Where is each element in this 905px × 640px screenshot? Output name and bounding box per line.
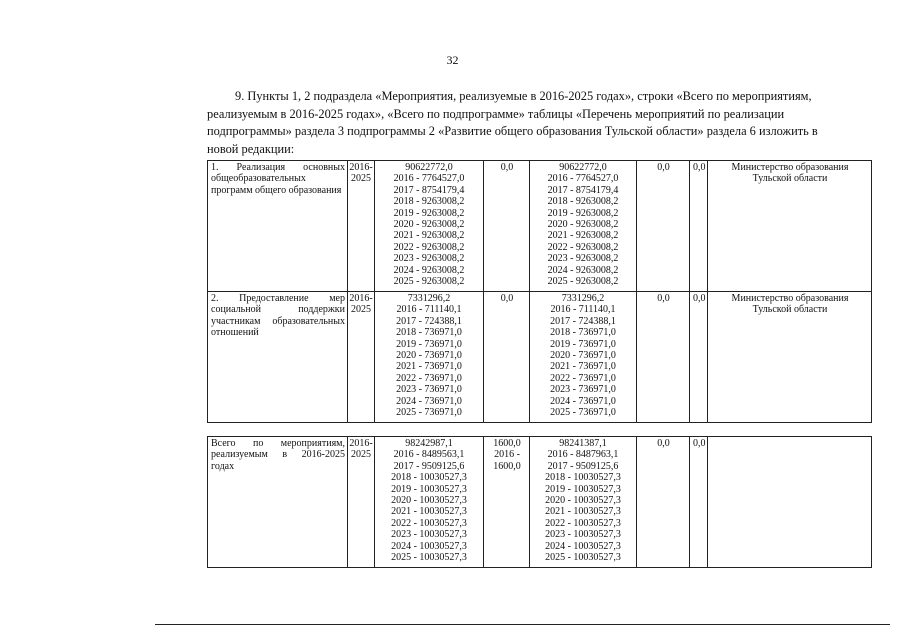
funding-line: 2016 - 8487963,1 [547, 449, 619, 461]
funding-line: 2018 - 736971,0 [550, 327, 616, 339]
regional-funding-cell [530, 161, 637, 292]
funding-line: 2023 - 9263008,2 [393, 253, 465, 265]
funding-line: 2017 - 724388,1 [550, 315, 616, 327]
page-number: 32 [446, 53, 459, 67]
activity-name-cell [208, 161, 348, 292]
funding-line: 2023 - 10030527,3 [545, 529, 621, 541]
funding-line: 2020 - 9263008,2 [393, 219, 465, 231]
funding-line: 2021 - 10030527,3 [545, 506, 621, 518]
activity-name-cell [208, 437, 348, 568]
funding-line: 2024 - 9263008,2 [547, 264, 619, 276]
funding-line: 2023 - 9263008,2 [547, 253, 619, 265]
funding-line: 2019 - 9263008,2 [393, 207, 465, 219]
activity-name: 1. Реализация основных общеобразовательных программ общего образования [211, 162, 345, 196]
period-line: 2016- [349, 162, 373, 173]
funding-line: 0,0 [500, 162, 514, 173]
funding-value: 0,0 [657, 293, 670, 304]
funding-line: 2020 - 736971,0 [396, 350, 462, 362]
funding-line: 2019 - 736971,0 [550, 338, 616, 350]
funding-line: 2018 - 9263008,2 [393, 196, 465, 208]
activity-name: Всего по мероприятиям, реализуемым в 2016-2025 годах [211, 438, 345, 472]
total-table [207, 436, 872, 568]
funding-line: 2020 - 736971,0 [550, 350, 616, 362]
funding-line: 2021 - 9263008,2 [547, 230, 619, 242]
funding-line: 2016 - 7764527,0 [547, 173, 619, 185]
funding-line: 2022 - 736971,0 [396, 372, 462, 384]
funding-line: 2022 - 736971,0 [550, 372, 616, 384]
table-row [208, 161, 872, 292]
funding-line: 98242987,1 [405, 438, 453, 449]
funding-line: 2024 - 736971,0 [550, 395, 616, 407]
funding-line: 2024 - 10030527,3 [391, 540, 467, 552]
period-line: 2025 [351, 304, 371, 316]
funding-line: 2025 - 736971,0 [396, 407, 462, 419]
funding-value: 0,0 [657, 438, 670, 449]
funding-line: 2022 - 9263008,2 [393, 241, 465, 253]
funding-line: 2019 - 10030527,3 [391, 483, 467, 495]
paragraph-line: 9. Пункты 1, 2 подраздела «Мероприятия, реализуемые в 2016-2025 годах», строки «Всего по мероприятиям, [235, 89, 812, 103]
funding-line: 2024 - 9263008,2 [393, 264, 465, 276]
period-line: 2025 [351, 173, 371, 185]
period-line: 2016- [349, 438, 373, 449]
funding-line: 2022 - 10030527,3 [545, 517, 621, 529]
funding-line: 2017 - 9509125,6 [547, 460, 619, 472]
funding-line: 98241387,1 [559, 438, 607, 449]
funding-line: 2020 - 10030527,3 [545, 495, 621, 507]
funding-line: 2019 - 10030527,3 [545, 483, 621, 495]
total-funding-cell [375, 437, 484, 568]
regional-funding-cell [530, 437, 637, 568]
funding-line: 0,0 [500, 293, 514, 304]
executor-name: Министерство образования Тульской области [731, 162, 849, 185]
paragraph-line: новой редакции: [207, 141, 295, 156]
period-cell [348, 437, 375, 568]
period-cell [348, 292, 375, 423]
federal-funding-cell [484, 292, 530, 423]
municipal-funding-cell [637, 292, 690, 423]
total-funding-cell [375, 161, 484, 292]
funding-line: 2018 - 9263008,2 [547, 196, 619, 208]
funding-line: 2019 - 736971,0 [396, 338, 462, 350]
paragraph-line: реализуемым в 2016-2025 годах», «Всего по подпрограмме» таблицы «Перечень мероприятий по реализации [207, 106, 785, 121]
funding-line: 2016 - 1600,0 [493, 449, 521, 472]
funding-line: 2016 - 8489563,1 [393, 449, 465, 461]
executor-cell [708, 292, 872, 423]
funding-line: 2022 - 9263008,2 [547, 241, 619, 253]
funding-line: 2016 - 7764527,0 [393, 173, 465, 185]
funding-line: 2019 - 9263008,2 [547, 207, 619, 219]
executor-cell [708, 161, 872, 292]
activities-table [207, 160, 872, 423]
period-line: 2025 [351, 449, 371, 461]
funding-line: 2025 - 10030527,3 [545, 552, 621, 564]
activity-name: 2. Предоставление мер социальной поддержки участникам образовательных отношений [211, 293, 345, 339]
funding-line: 2017 - 724388,1 [396, 315, 462, 327]
funding-line: 2023 - 10030527,3 [391, 529, 467, 541]
funding-line: 2020 - 10030527,3 [391, 495, 467, 507]
executor-cell [708, 437, 872, 568]
municipal-funding-cell [637, 437, 690, 568]
regional-funding-cell [530, 292, 637, 423]
bottom-rule [155, 624, 890, 625]
funding-value: 0,0 [693, 162, 706, 173]
other-funding-cell [690, 437, 708, 568]
funding-line: 2025 - 9263008,2 [393, 276, 465, 288]
activity-name-cell [208, 292, 348, 423]
table-row [208, 292, 872, 423]
federal-funding-cell [484, 161, 530, 292]
funding-line: 2024 - 736971,0 [396, 395, 462, 407]
municipal-funding-cell [637, 161, 690, 292]
table-row [208, 437, 872, 568]
funding-line: 1600,0 [493, 438, 521, 449]
other-funding-cell [690, 292, 708, 423]
period-line: 2016- [349, 293, 373, 304]
funding-line: 2025 - 736971,0 [550, 407, 616, 419]
total-funding-cell [375, 292, 484, 423]
funding-line: 2018 - 10030527,3 [391, 472, 467, 484]
funding-line: 90622772,0 [405, 162, 453, 173]
amendment-paragraph [207, 88, 852, 158]
funding-line: 2022 - 10030527,3 [391, 517, 467, 529]
funding-line: 2021 - 10030527,3 [391, 506, 467, 518]
funding-line: 2025 - 9263008,2 [547, 276, 619, 288]
executor-name: Министерство образования Тульской области [731, 293, 849, 316]
period-cell [348, 161, 375, 292]
funding-line: 2018 - 10030527,3 [545, 472, 621, 484]
funding-line: 90622772,0 [559, 162, 607, 173]
funding-line: 2021 - 9263008,2 [393, 230, 465, 242]
federal-funding-cell [484, 437, 530, 568]
funding-line: 2018 - 736971,0 [396, 327, 462, 339]
funding-line: 7331296,2 [561, 293, 605, 304]
funding-line: 2025 - 10030527,3 [391, 552, 467, 564]
funding-line: 2023 - 736971,0 [396, 384, 462, 396]
funding-line: 2017 - 8754179,4 [393, 184, 465, 196]
funding-value: 0,0 [693, 293, 706, 304]
funding-line: 2017 - 8754179,4 [547, 184, 619, 196]
funding-line: 2023 - 736971,0 [550, 384, 616, 396]
funding-value: 0,0 [693, 438, 706, 449]
funding-line: 2017 - 9509125,6 [393, 460, 465, 472]
funding-line: 2021 - 736971,0 [396, 361, 462, 373]
other-funding-cell [690, 161, 708, 292]
funding-line: 2021 - 736971,0 [550, 361, 616, 373]
funding-line: 2020 - 9263008,2 [547, 219, 619, 231]
funding-value: 0,0 [657, 162, 670, 173]
paragraph-line: подпрограммы» раздела 3 подпрограммы 2 «Развитие общего образования Тульской области» раздела 6 изложить в [207, 124, 818, 139]
funding-line: 2024 - 10030527,3 [545, 540, 621, 552]
funding-line: 2016 - 711140,1 [396, 304, 462, 316]
funding-line: 2016 - 711140,1 [550, 304, 616, 316]
funding-line: 7331296,2 [407, 293, 451, 304]
